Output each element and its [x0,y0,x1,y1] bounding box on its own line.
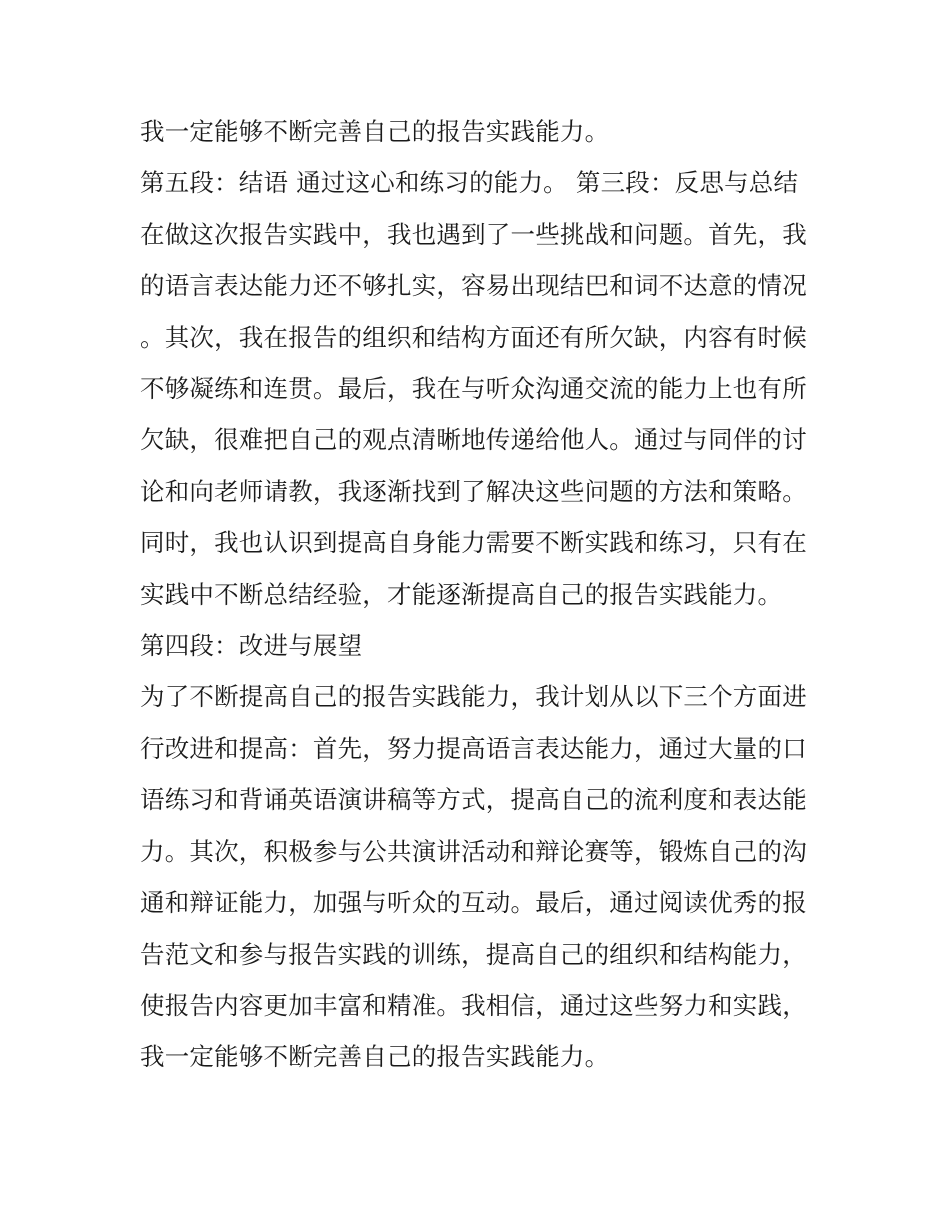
section-heading-four: 第四段：改进与展望 [140,631,363,661]
document-body [140,106,818,1083]
paragraph-reflection: 在做这次报告实践中，我也遇到了一些挑战和问题。首先，我的语言表达能力还不够扎实，容易出现结巴和词不达意的情况。其次，我在报告的组织和结构方面还有所欠缺，内容有时候不够凝练和连贯。最后，我在与听众沟通交流的能力上也有所欠缺，很难把自己的观点清晰地传递给他人。通过与同伴的讨论和向老师请教，我逐渐找到了解决这些问题的方法和策略。同时，我也认识到提高自身能力需要不断实践和练习，只有在实践中不断总结经验，才能逐渐提高自己的报告实践能力。 [140,219,807,609]
section-heading-five-and-three: 第五段：结语 通过这心和练习的能力。 第三段：反思与总结 [140,168,799,198]
paragraph-closing-line: 我一定能够不断完善自己的报告实践能力。 [140,117,610,146]
paragraph-improvement: 为了不断提高自己的报告实践能力，我计划从以下三个方面进行改进和提高：首先，努力提高语言表达能力，通过大量的口语练习和背诵英语演讲稿等方式，提高自己的流利度和表达能力。其次，积极参与公共演讲活动和辩论赛等，锻炼自己的沟通和辩证能力，加强与听众的互动。最后，通过阅读优秀的报告范文和参与报告实践的训练，提高自己的组织和结构能力，使报告内容更加丰富和精准。我相信，通过这些努力和实践，我一定能够不断完善自己的报告实践能力。 [140,682,807,1072]
